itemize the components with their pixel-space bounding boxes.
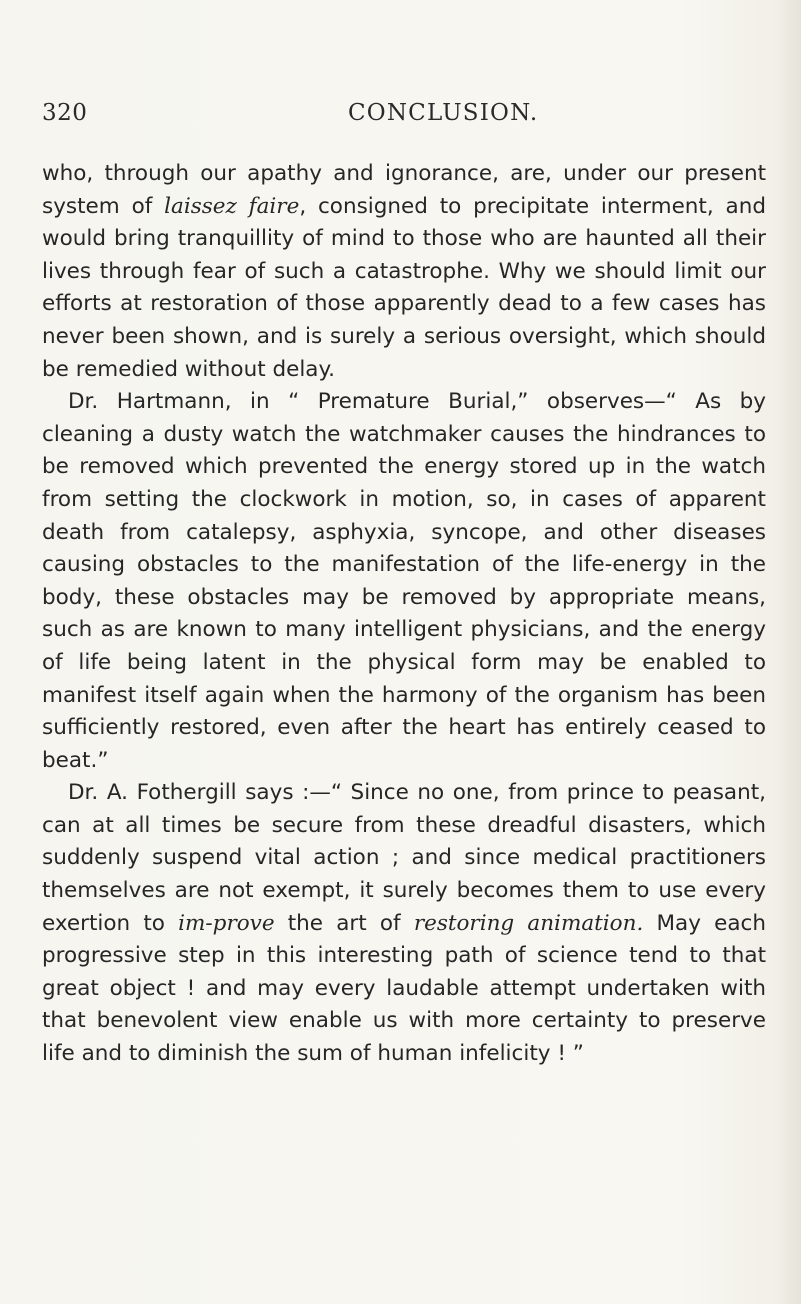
paragraph-1-text-a: who, through our apathy and ignorance, are, under our present system of bbox=[42, 161, 766, 219]
paragraph-3-text-b: the art of bbox=[274, 910, 414, 936]
paragraph-3-italic-restoring: restoring animation. bbox=[413, 910, 644, 936]
paragraph-1-italic: laissez faire bbox=[164, 193, 300, 219]
paragraph-2: Dr. Hartmann, in “ Premature Burial,” observes—“ As by cleaning a dusty watch the watchmaker causes the hindrances to be removed which prevented the energy stored up in the watch from setting the clockwork in motion, so, in cases of apparent death from catalepsy, asphyxia, syncope, and other diseases causing obstacles to the manifestation of the life-energy in the body, these obstacles may be removed by appropriate means, such as are known to many intelligent physicians, and the energy of life being latent in the physical form may be enabled to manifest itself again when the harmony of the organism has been sufficiently restored, even after the heart has entirely ceased to beat.” bbox=[42, 389, 766, 773]
page-number: 320 bbox=[42, 100, 88, 126]
paragraph-3-text-a: Dr. A. Fothergill says :—“ Since no one, from prince to peasant, can at all times be secure from these dreadful disasters, which suddenly suspend vital action ; and since medical practitioners themselves are not exempt, it surely becomes them to use every exertion to bbox=[42, 780, 766, 936]
page-header bbox=[42, 100, 782, 134]
paragraph-1 bbox=[42, 158, 766, 386]
paragraph-1-text-b: , consigned to precipitate interment, and would bring tranquillity of mind to those who are haunted all their lives through fear of such a catastrophe. Why we should limit our efforts at restoration of those apparently dead to a few cases has never been shown, and is surely a serious oversight, which should be remedied without delay. bbox=[42, 193, 766, 382]
paragraph-3-italic-improve: im-prove bbox=[178, 910, 275, 936]
body-text bbox=[42, 158, 766, 1071]
paragraph-3 bbox=[42, 777, 766, 1070]
paragraph-3-text-c: May each progressive step in this interesting path of science tend to that great object ! and may every laudable attempt undertaken with that benevolent view enable us with more certainty to preserve life and to diminish the sum of human infelicity ! ” bbox=[42, 910, 767, 1067]
running-head: CONCLUSION. bbox=[348, 100, 539, 126]
